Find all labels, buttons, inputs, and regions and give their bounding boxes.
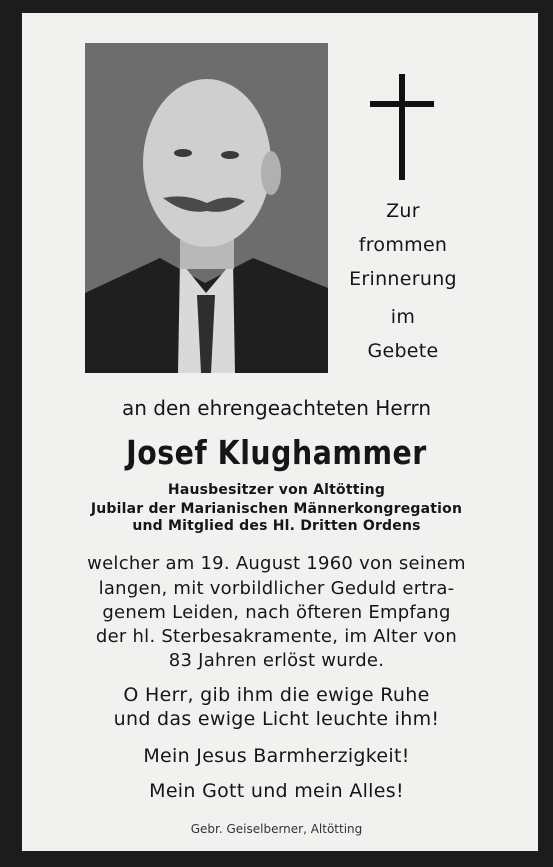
title-line: Jubilar der Marianischen Männerkongregation [90,501,463,517]
verse-line: frommen [358,234,448,256]
title-line: und Mitglied des Hl. Dritten Ordens [132,518,421,534]
prayer-line: O Herr, gib ihm die ewige Ruhe [123,684,430,706]
cross-icon [399,74,405,180]
printer-credit: Gebr. Geiselberner, Altötting [190,822,363,836]
obituary-line: langen, mit vorbildlicher Geduld ertra- [98,578,455,599]
prayer-line: Mein Jesus Barmherzigkeit! [143,745,410,767]
obituary-line: der hl. Sterbesakramente, im Alter von [95,626,458,647]
verse-line: Gebete [367,340,439,362]
prayer-line: und das ewige Licht leuchte ihm! [113,708,440,730]
obituary-line: 83 Jahren erlöst wurde. [168,650,385,671]
obituary-line: genem Leiden, nach öfteren Empfang [102,602,451,623]
intro-text: an den ehrengeachteten Herrn [121,396,432,420]
prayer-line: Mein Gott und mein Alles! [149,780,404,802]
deceased-name: Josef Klughammer [126,433,427,472]
title-line: Hausbesitzer von Altötting [167,482,386,498]
verse-line: Zur [386,200,420,222]
obituary-line: welcher am 19. August 1960 von seinem [87,553,466,574]
portrait-photo [85,43,328,373]
portrait-illustration [85,43,328,373]
cross-bar [370,101,434,107]
verse-line: im [390,306,416,328]
verse-line: Erinnerung [349,268,457,290]
